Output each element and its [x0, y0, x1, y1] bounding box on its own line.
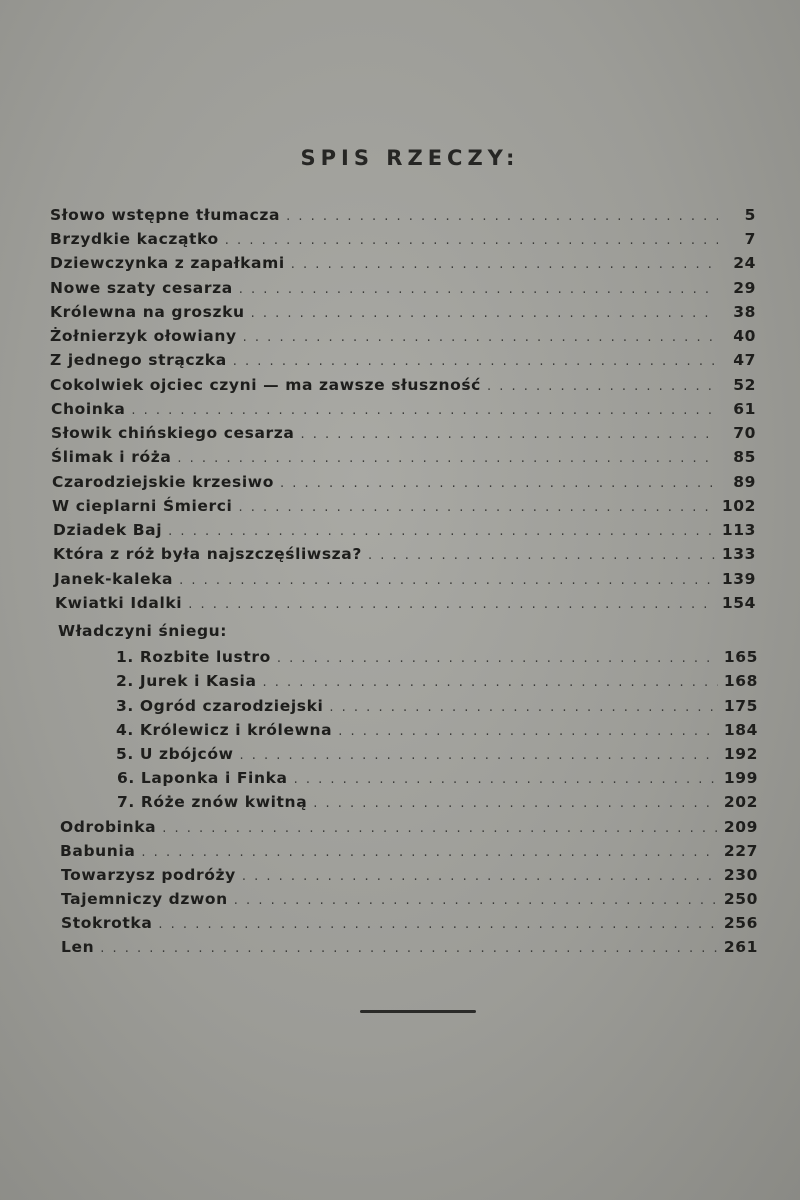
toc-entry-page: 230 [723, 866, 758, 884]
toc-entry-label: Słowik chińskiego cesarza [51, 424, 295, 442]
toc-entry [60, 818, 758, 842]
toc-entry-page: 89 [733, 473, 756, 491]
dot-leader [277, 651, 718, 666]
toc-entry [50, 254, 756, 278]
dot-leader [286, 209, 718, 224]
dot-leader [239, 282, 718, 297]
toc-entry-label: Dziewczynka z zapałkami [50, 254, 285, 272]
toc-entry-page: 175 [723, 697, 758, 715]
dot-leader [251, 306, 718, 321]
dot-leader [294, 772, 718, 787]
toc-entry-page: 133 [721, 545, 756, 563]
toc-entry [50, 303, 756, 327]
toc-entry-page: 47 [733, 351, 756, 369]
toc-entry-label: Towarzysz podróży [61, 866, 236, 884]
toc-entry [51, 400, 756, 424]
dot-leader [487, 379, 718, 394]
toc-entry-page: 40 [733, 327, 756, 345]
toc-entry-label: Ślimak i róża [51, 448, 172, 466]
toc-entry-page: 250 [723, 890, 758, 908]
toc-entry-label: Dziadek Baj [53, 521, 163, 539]
toc-subentry [117, 769, 758, 793]
toc-entry [61, 914, 758, 938]
toc-entry-page: 154 [721, 594, 756, 612]
dot-leader [179, 573, 716, 588]
toc-entry-label: 5. U zbójców [116, 745, 234, 763]
toc-entry-label: Babunia [60, 842, 136, 860]
dot-leader [238, 500, 715, 515]
toc-entry-label: Słowo wstępne tłumacza [50, 206, 281, 224]
dot-leader [188, 597, 716, 612]
dot-leader [100, 941, 718, 956]
dot-leader [280, 476, 718, 491]
dot-leader [263, 675, 718, 690]
toc-entry-label: Królewna na groszku [50, 303, 245, 321]
toc-subentry [116, 672, 758, 696]
dot-leader [243, 330, 718, 345]
dot-leader [368, 548, 716, 563]
dot-leader [141, 845, 717, 860]
toc-entry-page: 85 [733, 448, 756, 466]
toc-entry [60, 842, 758, 866]
toc-entry-label: 7. Róże znów kwitną [117, 793, 308, 811]
toc-entry-page: 70 [733, 424, 756, 442]
toc-entry [52, 497, 756, 521]
toc-entry [50, 279, 756, 303]
toc-entry-page: 7 [744, 230, 756, 248]
dot-leader [329, 700, 717, 715]
dot-leader [162, 821, 718, 836]
toc-entry-page: 61 [733, 400, 756, 418]
toc-entry-page: 199 [723, 769, 758, 787]
section-heading: Władczyni śniegu: [58, 622, 228, 640]
dot-leader [168, 524, 716, 539]
toc-entry-page: 168 [723, 672, 758, 690]
toc-entry [53, 521, 756, 545]
toc-entry [51, 424, 756, 448]
toc-entry-label: Choinka [51, 400, 126, 418]
toc-entry-label: Która z róż była najszczęśliwsza? [53, 545, 362, 563]
toc-entry [54, 570, 756, 594]
dot-leader [313, 796, 718, 811]
toc-entry-page: 202 [723, 793, 758, 811]
dot-leader [240, 748, 718, 763]
toc-entry-label: 3. Ogród czarodziejski [116, 697, 324, 715]
closing-rule [360, 1010, 476, 1013]
toc-entry-label: 1. Rozbite lustro [116, 648, 271, 666]
dot-leader [300, 427, 718, 442]
dot-leader [233, 354, 718, 369]
toc-entry-page: 24 [733, 254, 756, 272]
toc-entry-label: Kwiatki Idalki [55, 594, 183, 612]
toc-entry-page: 52 [733, 376, 756, 394]
toc-subentry [116, 721, 758, 745]
toc-entry-page: 38 [733, 303, 756, 321]
toc-entry [61, 890, 758, 914]
page-title: SPIS RZECZY: [300, 146, 520, 170]
toc-entry-page: 165 [723, 648, 758, 666]
toc-entry-label: Stokrotka [61, 914, 153, 932]
toc-subentry [116, 648, 758, 672]
toc-entry [50, 206, 756, 230]
toc-entry [50, 327, 756, 351]
dot-leader [242, 869, 718, 884]
toc-entry-page: 227 [723, 842, 758, 860]
toc-entry-page: 261 [723, 938, 758, 956]
toc-entry-label: 4. Królewicz i królewna [116, 721, 333, 739]
toc-entry-page: 5 [744, 206, 756, 224]
toc-entry-page: 192 [723, 745, 758, 763]
toc-entry [52, 473, 756, 497]
toc-entry-label: Czarodziejskie krzesiwo [52, 473, 274, 491]
dot-leader [158, 917, 717, 932]
toc-subentry [117, 793, 758, 817]
toc-entry-label: W cieplarni Śmierci [52, 497, 233, 515]
toc-entry-label: Cokolwiek ojciec czyni — ma zawsze słuszność [50, 376, 481, 394]
dot-leader [234, 893, 718, 908]
dot-leader [338, 724, 718, 739]
toc-entry-label: Tajemniczy dzwon [61, 890, 228, 908]
dot-leader [225, 233, 718, 248]
toc-entry-page: 256 [723, 914, 758, 932]
toc-entry-page: 139 [721, 570, 756, 588]
toc-entry-page: 184 [723, 721, 758, 739]
toc-entry-page: 29 [733, 279, 756, 297]
toc-entry [61, 866, 758, 890]
toc-entry-page: 113 [721, 521, 756, 539]
toc-entry [53, 545, 756, 569]
toc-entry-label: Len [61, 938, 95, 956]
toc-subentry [116, 745, 758, 769]
toc-entry-label: Nowe szaty cesarza [50, 279, 233, 297]
dot-leader [177, 451, 718, 466]
toc-entry-label: 6. Laponka i Finka [117, 769, 288, 787]
toc-entry-label: 2. Jurek i Kasia [116, 672, 257, 690]
toc-entry-label: Żołnierzyk ołowiany [50, 327, 237, 345]
toc-entry [51, 448, 756, 472]
toc-entry [50, 351, 756, 375]
toc-entry [61, 938, 758, 962]
dot-leader [131, 403, 718, 418]
dot-leader [291, 257, 718, 272]
toc-entry [50, 230, 756, 254]
toc-entry-label: Z jednego strączka [50, 351, 227, 369]
toc-subentry [116, 697, 758, 721]
toc-entry-page: 209 [723, 818, 758, 836]
toc-entry-label: Janek-kaleka [54, 570, 174, 588]
toc-entry [55, 594, 756, 618]
toc-entry-label: Odrobinka [60, 818, 157, 836]
toc-entry-page: 102 [721, 497, 756, 515]
toc-entry [50, 376, 756, 400]
toc-entry-label: Brzydkie kaczątko [50, 230, 219, 248]
